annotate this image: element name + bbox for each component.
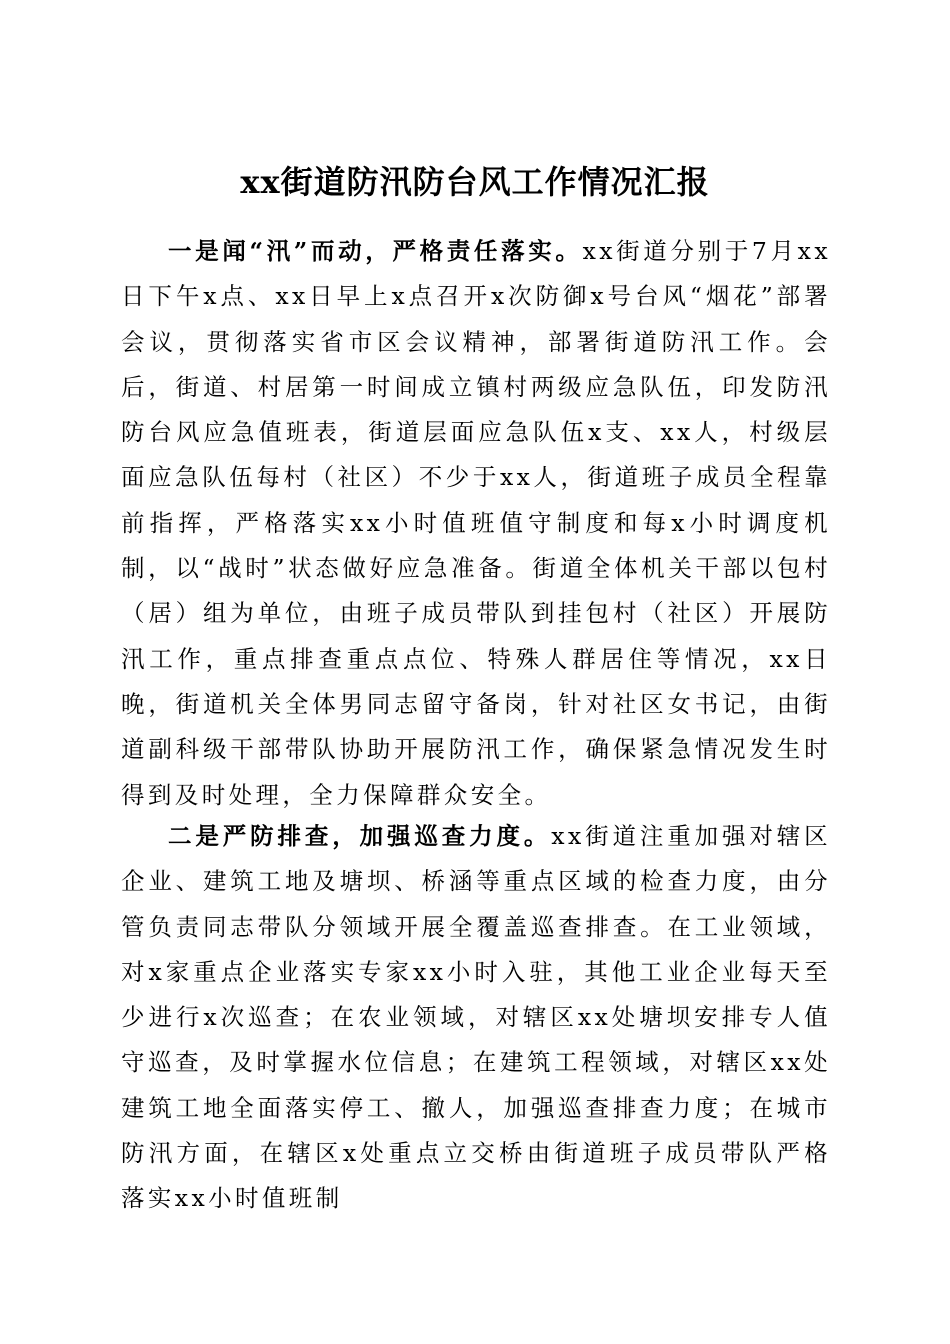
paragraph-1-text: xx街道分别于7月xx日下午x点、xx日早上x点召开x次防御x号台风“烟花”部署会议，贯彻落实省市区会议精神，部署街道防汛工作。会后，街道、村居第一时间成立镇村两级应急队伍，印发防汛防台风应急值班表，街道层面应急队伍x支、xx人，村级层面应急队伍每村（社区）不少于xx人，街道班子成员全程靠前指挥，严格落实xx小时值班值守制度和每x小时调度机制，以“战时”状态做好应急准备。街道全体机关干部以包村（居）组为单位，由班子成员带队到挂包村（社区）开展防汛工作，重点排查重点点位、特殊人群居住等情况，xx日晚，街道机关全体男同志留守备岗，针对社区女书记，由街道副科级干部带队协助开展防汛工作，确保紧急情况发生时得到及时处理，全力保障群众安全。 bbox=[121, 237, 831, 809]
document-title: xx街道防汛防台风工作情况汇报 bbox=[240, 163, 710, 202]
paragraph-2-lead: 二是严防排查，加强巡查力度。 bbox=[168, 822, 552, 850]
paragraph-2-text: xx街道注重加强对辖区企业、建筑工地及塘坝、桥涵等重点区域的检查力度，由分管负责同志带队分领域开展全覆盖巡查排查。在工业领域，对x家重点企业落实专家xx小时入驻，其他工业企业每天至少进行x次巡查；在农业领域，对辖区xx处塘坝安排专人值守巡查，及时掌握水位信息；在建筑工程领域，对辖区xx处建筑工地全面落实停工、撤人，加强巡查排查力度；在城市防汛方面，在辖区x处重点立交桥由街道班子成员带队严格落实xx小时值班制 bbox=[121, 822, 832, 1213]
paragraph-2 bbox=[121, 814, 831, 1222]
paragraph-1-lead: 一是闻“汛”而动，严格责任落实。 bbox=[168, 237, 583, 265]
paragraph-1 bbox=[121, 229, 831, 818]
